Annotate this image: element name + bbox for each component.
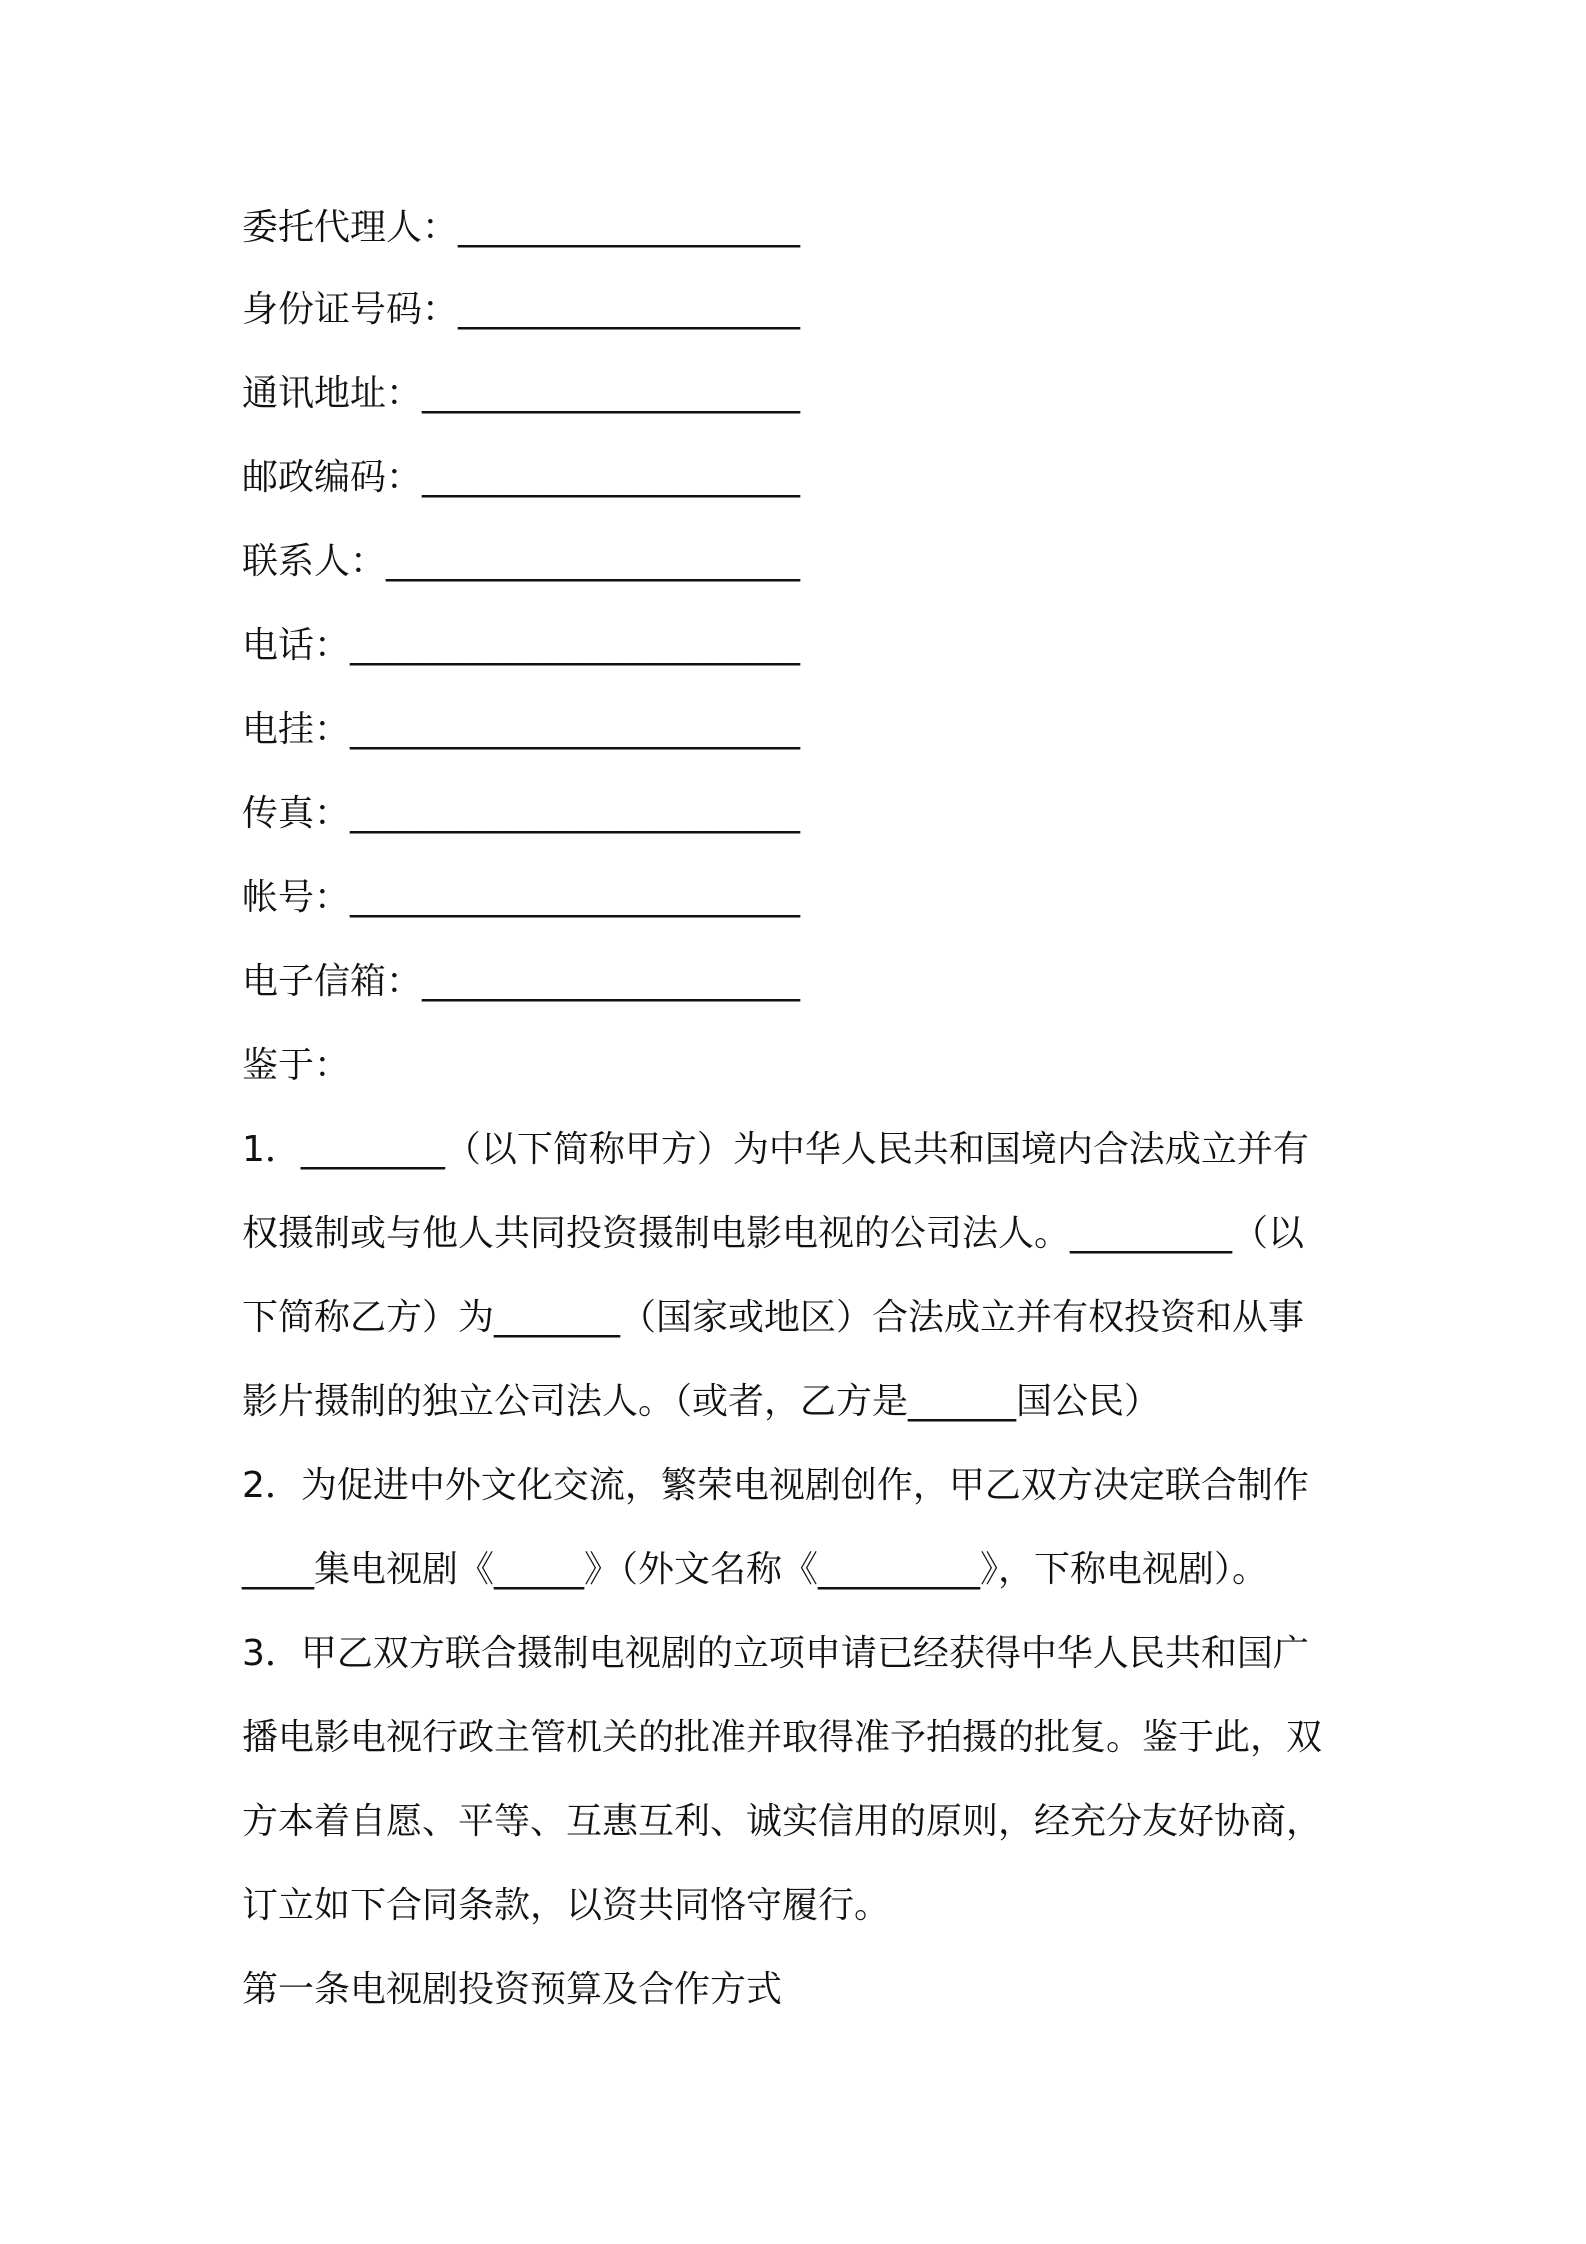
- form-field-address: [242, 370, 800, 418]
- field-blank: _________________________: [350, 793, 801, 834]
- clause-line: 1．________（以下简称甲方）为中华人民共和国境内合法成立并有: [242, 1129, 1309, 1170]
- field-blank: _____________________: [422, 373, 801, 414]
- field-label: 传真：: [242, 793, 351, 834]
- clause-line: 下简称乙方）为_______（国家或地区）合法成立并有权投资和从事: [242, 1297, 1305, 1338]
- field-label: 委托代理人：: [242, 207, 459, 248]
- clause-line: 2．为促进中外文化交流，繁荣电视剧创作，甲乙双方决定联合制作: [242, 1465, 1309, 1506]
- clause-line: 订立如下合同条款，以资共同恪守履行。: [242, 1885, 891, 1926]
- form-field-id-number: [242, 286, 800, 334]
- clause-line: 播电影电视行政主管机关的批准并取得准予拍摄的批复。鉴于此，双: [242, 1717, 1323, 1758]
- form-field-account: [242, 874, 800, 922]
- field-label: 帐号：: [242, 877, 351, 918]
- field-label: 联系人：: [242, 541, 387, 582]
- form-field-contact: [242, 538, 800, 586]
- clause-line: ____集电视剧《_____》（外文名称《_________》，下称电视剧）。: [242, 1549, 1269, 1590]
- field-blank: _____________________: [422, 457, 801, 498]
- form-field-email: [242, 958, 800, 1006]
- field-label: 电话：: [242, 625, 351, 666]
- field-blank: _________________________: [350, 709, 801, 750]
- form-field-agent: [242, 204, 800, 252]
- whereas-heading: 鉴于：: [242, 1045, 351, 1086]
- field-label: 通讯地址：: [242, 373, 423, 414]
- field-label: 电子信箱：: [242, 961, 423, 1002]
- field-blank: ___________________: [458, 207, 801, 248]
- field-label: 电挂：: [242, 709, 351, 750]
- clause-line: 影片摄制的独立公司法人。（或者，乙方是______国公民）: [242, 1381, 1161, 1422]
- clause-line: 方本着自愿、平等、互惠互利、诚实信用的原则，经充分友好协商，: [242, 1801, 1323, 1842]
- field-label: 邮政编码：: [242, 457, 423, 498]
- field-blank: _______________________: [386, 541, 801, 582]
- form-field-phone: [242, 622, 800, 670]
- field-blank: _________________________: [350, 877, 801, 918]
- field-blank: _____________________: [422, 961, 801, 1002]
- section-heading: 第一条电视剧投资预算及合作方式: [242, 1969, 783, 2010]
- clause-line: 3．甲乙双方联合摄制电视剧的立项申请已经获得中华人民共和国广: [242, 1633, 1309, 1674]
- form-field-fax: [242, 790, 800, 838]
- field-blank: ___________________: [458, 289, 801, 330]
- clause-line: 权摄制或与他人共同投资摄制电影电视的公司法人。_________（以: [242, 1213, 1305, 1254]
- field-label: 身份证号码：: [242, 289, 459, 330]
- field-blank: _________________________: [350, 625, 801, 666]
- form-field-cable: [242, 706, 800, 754]
- form-field-postal-code: [242, 454, 800, 502]
